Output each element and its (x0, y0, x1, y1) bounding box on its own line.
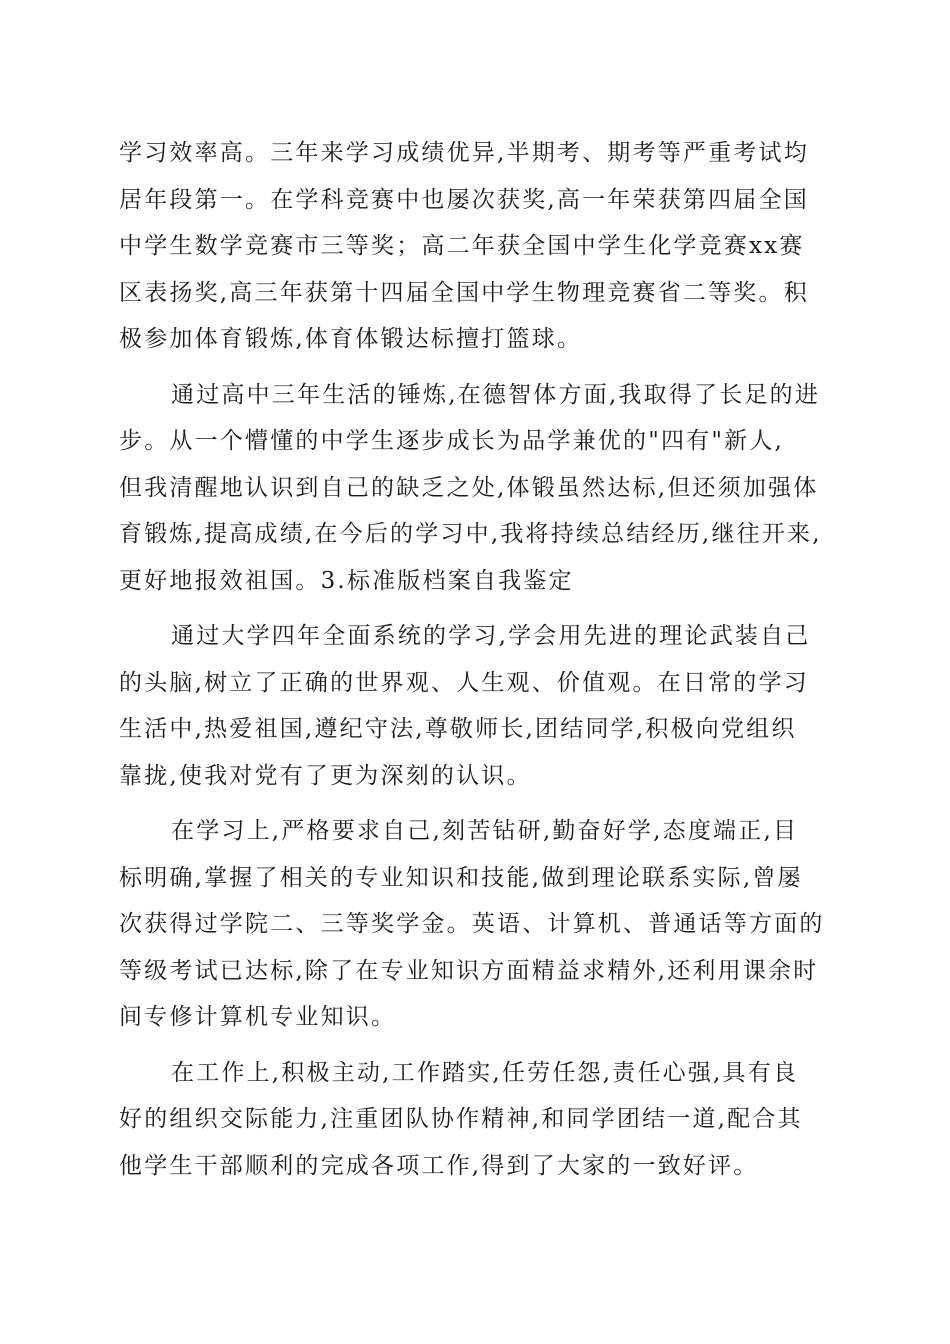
paragraph-gap (119, 363, 839, 372)
document-body (119, 130, 839, 1189)
text-line: 在学习上,严格要求自己,刻苦钻研,勤奋好学,态度端正,目 (171, 818, 799, 844)
text-line: 学习效率高。三年来学习成绩优异,半期考、期考等严重考试均 (119, 140, 809, 166)
paragraph-gap (119, 1041, 839, 1050)
paragraph-gap (119, 604, 839, 613)
text-line: 次获得过学院二、三等奖学金。英语、计算机、普通话等方面的 (119, 911, 825, 937)
text-line: 居年段第一。在学科竞赛中也屡次获奖,高一年荣获第四届全国 (119, 186, 809, 213)
text-line: 通过高中三年生活的锤炼,在德智体方面,我取得了长足的进 (171, 381, 821, 408)
text-line: 等级考试已达标,除了在专业知识方面精益求精外,还利用课余时 (119, 957, 819, 984)
text-line: 间专修计算机专业知识。 (119, 1004, 397, 1030)
text-line: 生活中,热爱祖国,遵纪守法,尊敬师长,团结同学,积极向党组织 (119, 716, 797, 742)
paragraph-gap (119, 799, 839, 808)
text-line: 靠拢,使我对党有了更为深刻的认识。 (119, 762, 532, 789)
text-line: 通过大学四年全面系统的学习,学会用先进的理论武装自己 (171, 623, 811, 649)
text-line: 好的组织交际能力,注重团队协作精神,和同学团结一道,配合其 (119, 1106, 803, 1132)
text-line: 标明确,掌握了相关的专业知识和技能,做到理论联系实际,曾屡 (119, 864, 803, 891)
text-line: 更好地报效祖国。3.标准版档案自我鉴定 (119, 567, 574, 594)
text-line: 育锻炼,提高成绩,在今后的学习中,我将持续总结经历,继往开来, (119, 521, 822, 547)
text-line: 区表扬奖,高三年获第十四届全国中学生物理竞赛省二等奖。积 (119, 279, 809, 306)
text-line: 中学生数学竞赛市三等奖；高二年获全国中学生化学竞赛xx赛 (119, 233, 805, 259)
text-line: 但我清醒地认识到自己的缺乏之处,体锻虽然达标,但还须加强体 (119, 474, 819, 501)
text-line: 在工作上,积极主动,工作踏实,任劳任怨,责任心强,具有良 (171, 1059, 799, 1086)
text-line: 的头脑,树立了正确的世界观、人生观、价值观。在日常的学习 (119, 669, 809, 696)
text-line: 步。从一个懵懂的中学生逐步成长为品学兼优的"四有"新人, (119, 428, 785, 454)
text-line: 他学生干部顺利的完成各项工作,得到了大家的一致好评。 (119, 1152, 759, 1179)
text-line: 极参加体育锻炼,体育体锻达标擅打篮球。 (119, 326, 583, 352)
